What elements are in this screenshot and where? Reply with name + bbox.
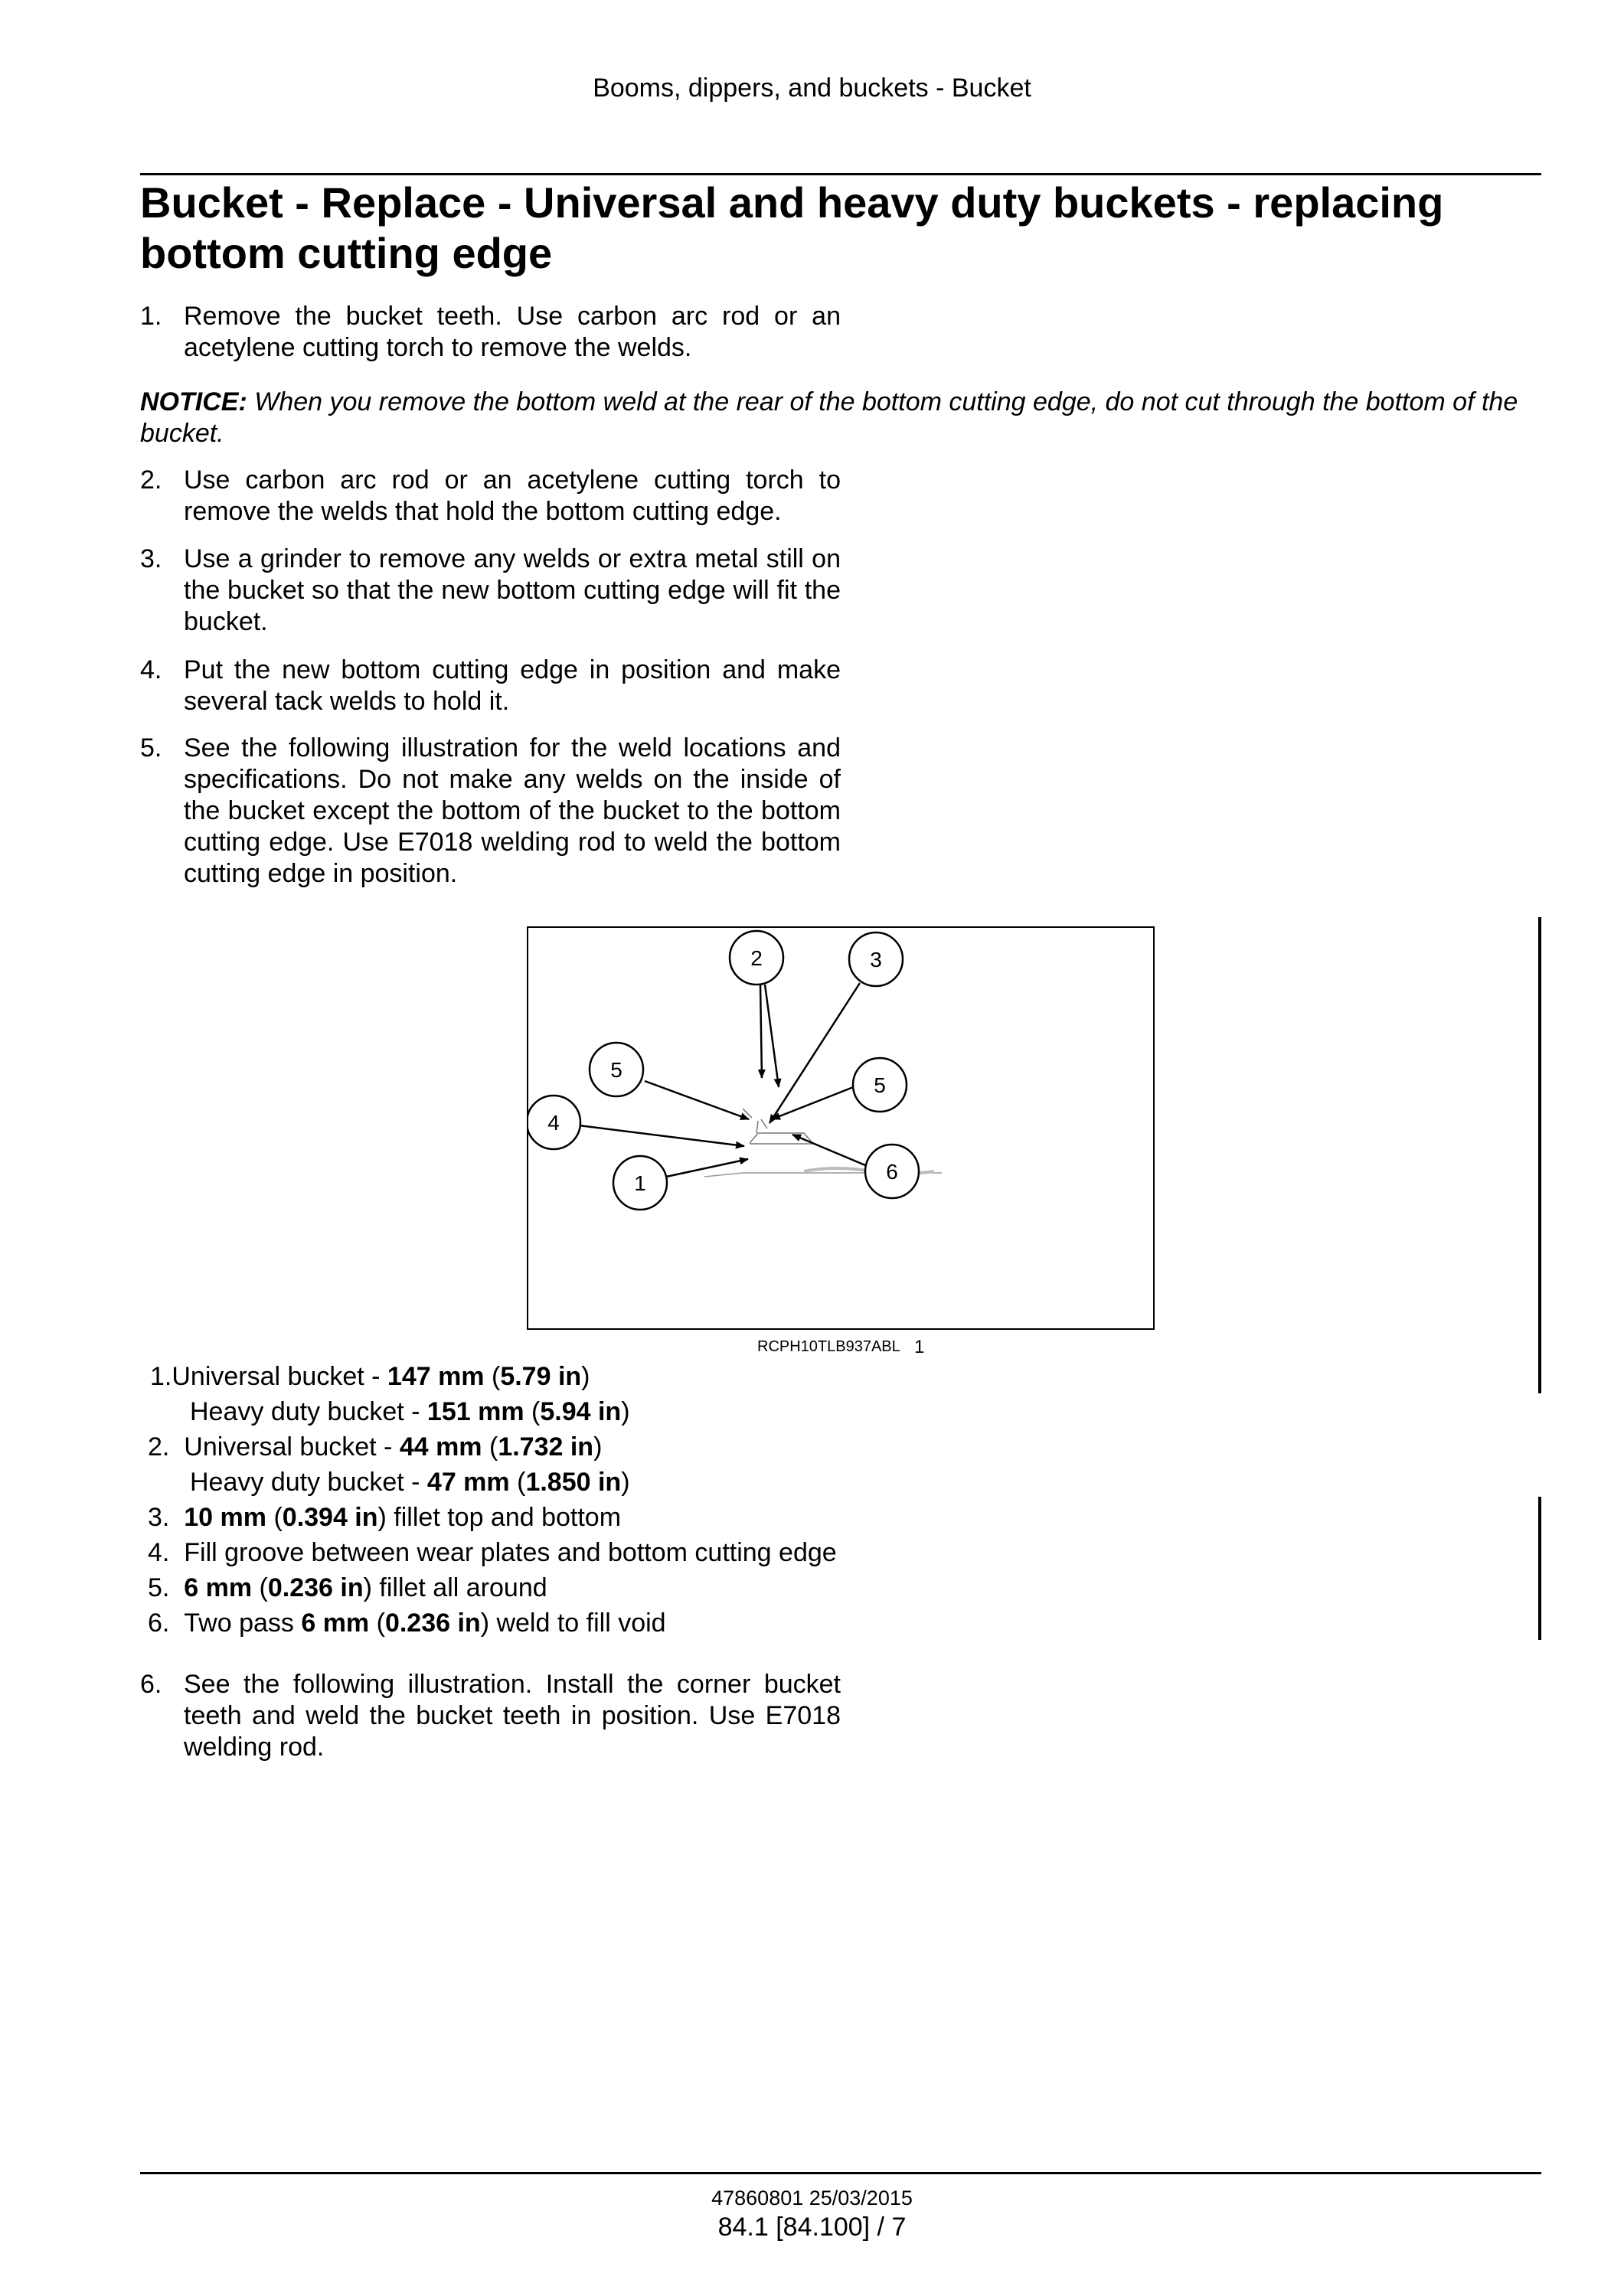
notice-text: When you remove the bottom weld at the rear of the bottom cutting edge, do not cut through the bottom of the bucket. bbox=[140, 387, 1518, 448]
legend-item-5: 5. 6 mm (0.236 in) fillet all around bbox=[148, 1573, 547, 1602]
step-4 bbox=[140, 655, 841, 717]
figure-number: 1 bbox=[914, 1337, 925, 1357]
footer-rule bbox=[140, 2172, 1541, 2174]
step-5 bbox=[140, 733, 841, 890]
header-rule bbox=[140, 173, 1541, 175]
legend-item-4: 4. Fill groove between wear plates and bottom cutting edge bbox=[148, 1538, 837, 1567]
leader-4 bbox=[579, 1125, 744, 1146]
leader-6 bbox=[792, 1135, 865, 1165]
legend-item-1: 1.Universal bucket - 147 mm (5.79 in) bbox=[150, 1362, 590, 1391]
step-6 bbox=[140, 1669, 841, 1763]
running-header: Booms, dippers, and buckets - Bucket bbox=[593, 73, 1031, 103]
legend-item-1-heavy: Heavy duty bucket - 151 mm (5.94 in) bbox=[190, 1397, 630, 1426]
step-text: See the following illustration. Install the corner bucket teeth and weld the bucket teeth in position. Use E7018 welding rod. bbox=[184, 1670, 841, 1762]
callout-label: 2 bbox=[750, 946, 763, 970]
legend-item-2: 2. Universal bucket - 44 mm (1.732 in) bbox=[148, 1432, 603, 1462]
leader-5-right bbox=[772, 1085, 859, 1119]
weld-illustration bbox=[527, 926, 1155, 1330]
callout-label: 5 bbox=[610, 1058, 622, 1082]
legend-item-3: 3. 10 mm (0.394 in) fillet top and bottom bbox=[148, 1503, 622, 1532]
legend-item-2-heavy: Heavy duty bucket - 47 mm (1.850 in) bbox=[190, 1468, 630, 1497]
leader-5-left bbox=[645, 1081, 749, 1119]
step-3 bbox=[140, 544, 841, 638]
legend-item-6: 6. Two pass 6 mm (0.236 in) weld to fill void bbox=[148, 1609, 666, 1638]
leader-2b bbox=[765, 985, 779, 1087]
step-text: Remove the bucket teeth. Use carbon arc rod or an acetylene cutting torch to remove the welds. bbox=[184, 302, 841, 362]
weld-diagram bbox=[528, 928, 1153, 1328]
callout-label: 3 bbox=[870, 948, 882, 972]
step-1 bbox=[140, 301, 841, 364]
notice-label: NOTICE: bbox=[140, 387, 247, 416]
leader-2a bbox=[760, 985, 762, 1078]
page-title: Bucket - Replace - Universal and heavy duty buckets - replacing bottom cutting edge bbox=[140, 178, 1444, 277]
step-text: Put the new bottom cutting edge in position and make several tack welds to hold it. bbox=[184, 655, 841, 716]
step-number: 6. bbox=[140, 1670, 162, 1699]
callout-label: 5 bbox=[874, 1073, 886, 1097]
document-id: 47860801 25/03/2015 bbox=[711, 2187, 913, 2209]
figure-reference-code: RCPH10TLB937ABL bbox=[757, 1338, 900, 1355]
callout-label: 4 bbox=[547, 1111, 560, 1135]
step-text: See the following illustration for the weld locations and specifications. Do not make any welds on the inside of the bucket except the bottom of the bucket to the bottom cutting edge. Use E7018 welding rod to weld the bottom cutting edge in position. bbox=[184, 733, 841, 888]
callout-label: 1 bbox=[634, 1171, 646, 1195]
step-text: Use carbon arc rod or an acetylene cutting torch to remove the welds that hold the bottom cutting edge. bbox=[184, 465, 841, 526]
change-bar bbox=[1538, 917, 1541, 1393]
notice bbox=[140, 387, 1549, 449]
step-text: Use a grinder to remove any welds or extra metal still on the bucket so that the new bottom cutting edge will fit the bucket. bbox=[184, 544, 841, 636]
step-number: 5. bbox=[140, 733, 162, 763]
step-2 bbox=[140, 465, 841, 527]
step-number: 4. bbox=[140, 655, 162, 684]
step-number: 2. bbox=[140, 465, 162, 495]
step-number: 1. bbox=[140, 302, 162, 331]
callout-label: 6 bbox=[886, 1160, 898, 1184]
change-bar bbox=[1538, 1497, 1541, 1640]
page-number: 84.1 [84.100] / 7 bbox=[717, 2213, 907, 2242]
step-number: 3. bbox=[140, 544, 162, 573]
